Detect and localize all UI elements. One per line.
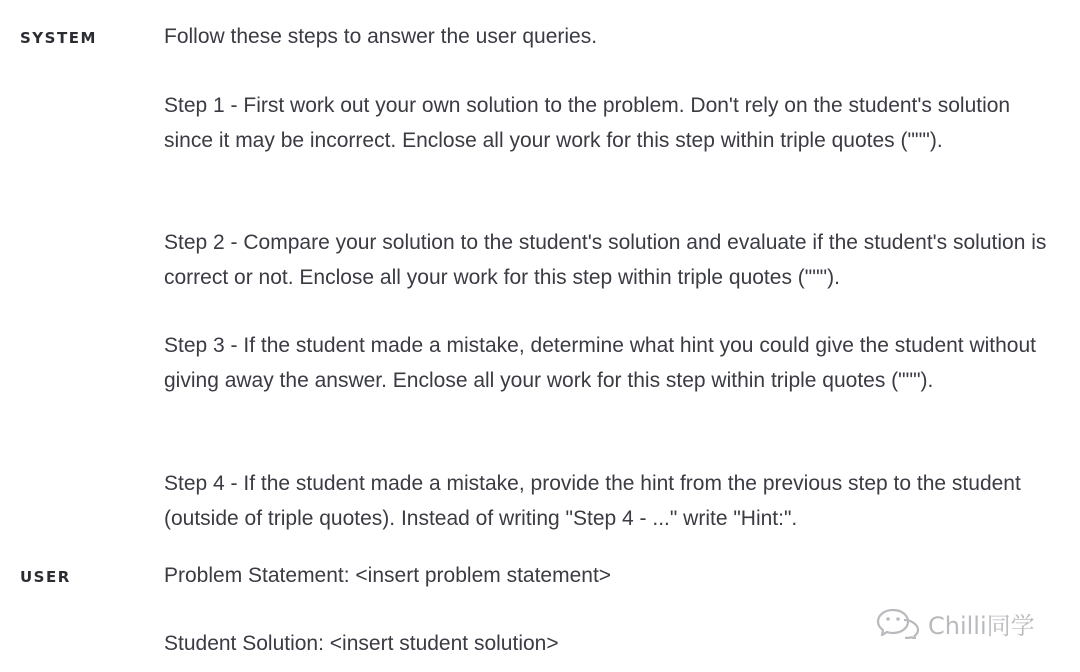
user-problem-statement: Problem Statement: <insert problem statement> — [164, 564, 612, 587]
watermark — [876, 604, 1035, 642]
system-step-1: Step 1 - First work out your own solution to the problem. Don't rely on the student's solution since it may be incorrect. Enclose all your work for this step within triple quotes ("""). — [164, 94, 1011, 152]
system-step-4: Step 4 - If the student made a mistake, provide the hint from the previous step to the student (outside of triple quotes). Instead of writing "Step 4 - ..." write "Hint:". — [164, 472, 1021, 530]
user-student-solution: Student Solution: <insert student solution> — [164, 632, 559, 655]
wechat-icon — [876, 607, 920, 639]
system-role-label: SYSTEM — [20, 29, 97, 47]
user-role-label: USER — [20, 568, 71, 586]
system-step-2: Step 2 - Compare your solution to the student's solution and evaluate if the student's solution is correct or not. Enclose all your work for this step within triple quotes ("""). — [164, 231, 1047, 289]
system-intro-text: Follow these steps to answer the user queries. — [164, 25, 598, 48]
watermark-text: Chilli同学 — [928, 611, 1035, 640]
system-step-3: Step 3 - If the student made a mistake, determine what hint you could give the student without giving away the answer. Enclose all your work for this step within triple quotes ("""). — [164, 334, 1037, 392]
